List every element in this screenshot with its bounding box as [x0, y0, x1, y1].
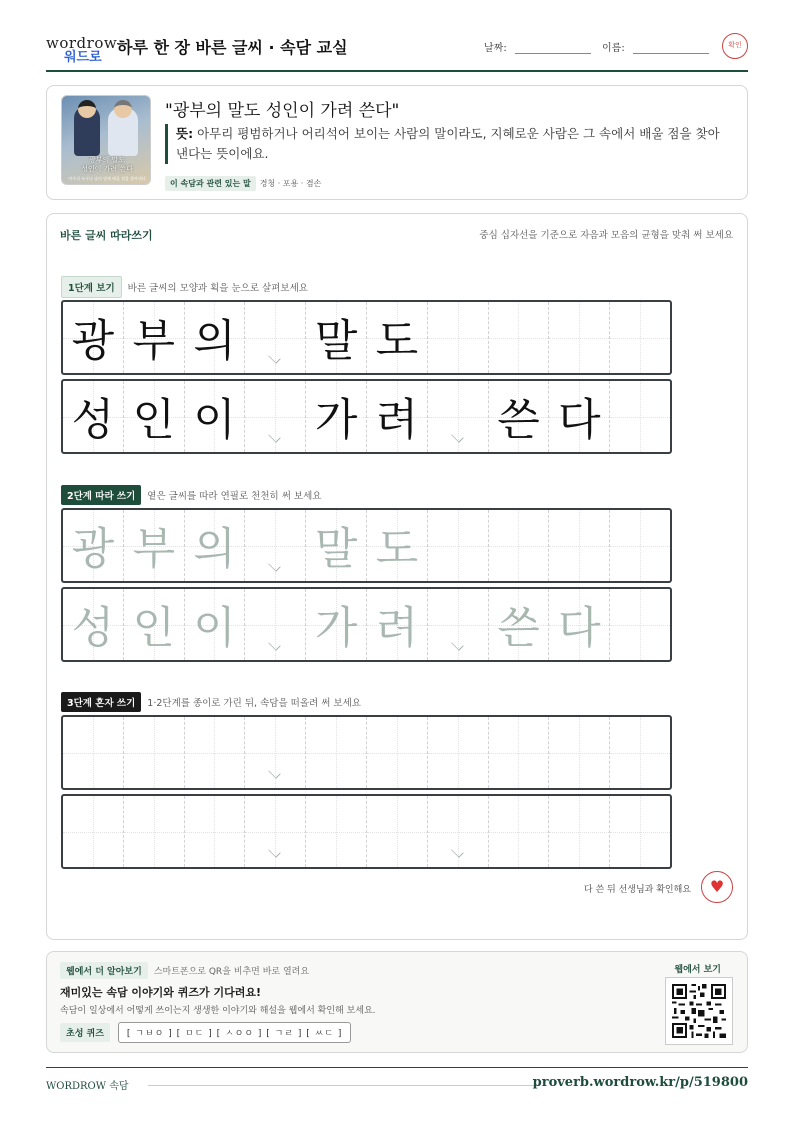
grid-cell[interactable]: [428, 717, 489, 788]
step-1-desc: 바른 글씨의 모양과 획을 눈으로 살펴보세요: [127, 283, 308, 294]
related-words: [165, 176, 321, 191]
web-description: 속담이 일상에서 어떻게 쓰이는지 생생한 이야기와 해설을 웹에서 확인해 보세요.: [60, 1006, 376, 1016]
step-1-badge: 1단계 보기: [61, 276, 122, 298]
grid-cell[interactable]: [185, 796, 246, 867]
web-tag-hint: 스마트폰으로 QR을 비추면 바로 열려요: [153, 967, 310, 977]
grid-cell: [124, 302, 185, 373]
grid-cell[interactable]: [63, 717, 124, 788]
model-character: 인: [132, 394, 175, 446]
grid-cell[interactable]: [428, 796, 489, 867]
grid-cell[interactable]: [245, 589, 306, 660]
proverb-meaning: [165, 124, 727, 164]
grid-cell: [306, 302, 367, 373]
trace-character: 말: [314, 523, 358, 575]
grid-cell[interactable]: [185, 589, 246, 660]
page-header: [46, 30, 748, 72]
praise-stamp-icon: [701, 871, 733, 903]
grid-cell[interactable]: [367, 510, 428, 581]
meaning-text: 아무리 평범하거나 어리석어 보이는 사람의 말이라도, 지혜로운 사람은 그 속에서 배울 점을 찾아낸다는 뜻이에요.: [176, 126, 720, 161]
trace-character: 의: [193, 523, 236, 575]
grid-cell[interactable]: [306, 510, 367, 581]
model-character: 려: [375, 394, 419, 446]
grid-cell: [367, 302, 428, 373]
trace-character: 부: [132, 523, 175, 575]
grid-cell: [185, 302, 246, 373]
grid-cell[interactable]: [549, 510, 610, 581]
space-mark-icon: [451, 638, 463, 650]
quiz-box: [ ㄱㅂㅇ ] [ ㅁㄷ ] [ ㅅㅇㅇ ] [ ㄱㄹ ] [ ㅆㄷ ]: [118, 1022, 352, 1043]
name-label: 이름:: [602, 43, 625, 54]
grid-cell: [306, 381, 367, 452]
trace-character: 다: [558, 602, 601, 654]
practice-hint: 중심 십자선을 기준으로 자음과 모음의 균형을 맞춰 써 보세요: [479, 230, 733, 241]
trace-character: 가: [314, 602, 358, 654]
grid-cell[interactable]: [306, 796, 367, 867]
step-3-badge: 3단계 혼자 쓰기: [61, 692, 141, 712]
model-character: 가: [314, 394, 358, 446]
space-mark-icon: [269, 351, 281, 363]
grid-cell: [63, 302, 124, 373]
grid-cell[interactable]: [610, 589, 670, 660]
grid-cell[interactable]: [549, 717, 610, 788]
name-blank: [633, 44, 709, 54]
step-3-desc: 1·2단계를 종이로 가린 뒤, 속담을 떠올려 써 보세요: [147, 698, 361, 709]
grid-cell[interactable]: [63, 589, 124, 660]
grid-cell: [245, 381, 306, 452]
space-mark-icon: [451, 430, 463, 442]
grid-cell[interactable]: [306, 717, 367, 788]
grid-cell[interactable]: [610, 510, 670, 581]
space-mark-icon: [269, 845, 281, 857]
footer-divider: [148, 1085, 538, 1086]
initial-quiz: [60, 1022, 351, 1043]
grid-cell: [124, 381, 185, 452]
step-2-badge: 2단계 따라 쓰기: [61, 485, 141, 505]
grid-cell[interactable]: [367, 717, 428, 788]
grid-cell: [489, 302, 550, 373]
space-mark-icon: [451, 845, 463, 857]
grid-cell[interactable]: [185, 510, 246, 581]
step-2-header: [61, 485, 321, 505]
grid-step3-line2[interactable]: [61, 794, 672, 869]
web-card: [46, 951, 748, 1053]
date-label: 날짜:: [484, 43, 507, 54]
space-mark-icon: [269, 638, 281, 650]
grid-cell[interactable]: [428, 510, 489, 581]
grid-cell[interactable]: [245, 717, 306, 788]
grid-cell[interactable]: [489, 510, 550, 581]
web-tag-row: [60, 962, 309, 979]
grid-step3-line1[interactable]: [61, 715, 672, 790]
grid-cell[interactable]: [489, 796, 550, 867]
step-2-desc: 옅은 글씨를 따라 연필로 천천히 써 보세요: [147, 491, 322, 502]
space-mark-icon: [269, 766, 281, 778]
space-mark-icon: [269, 430, 281, 442]
wordrow-logo-korean: 워드로: [64, 50, 102, 65]
trace-character: 도: [375, 523, 419, 575]
grid-cell[interactable]: [549, 796, 610, 867]
check-stamp-icon: 확인: [722, 33, 748, 59]
grid-cell[interactable]: [549, 589, 610, 660]
proverb-title: "광부의 말도 성인이 가려 쓴다": [165, 101, 400, 121]
model-character: 쓴: [497, 394, 540, 446]
date-blank: [515, 44, 591, 54]
web-tag: 웹에서 더 알아보기: [60, 962, 148, 979]
grid-cell[interactable]: [245, 510, 306, 581]
footer-url[interactable]: proverb.wordrow.kr/p/519800: [532, 1075, 748, 1090]
web-headline: 재미있는 속담 이야기와 퀴즈가 기다려요!: [60, 986, 261, 999]
trace-character: 려: [375, 602, 419, 654]
grid-cell: [428, 302, 489, 373]
trace-character: 이: [193, 602, 236, 654]
page-footer: [46, 1067, 748, 1092]
check-note: 다 쓴 뒤 선생님과 확인해요: [583, 885, 691, 895]
trace-character: 성: [71, 602, 115, 654]
trace-character: 인: [132, 602, 175, 654]
grid-cell[interactable]: [185, 717, 246, 788]
proverb-illustration: [61, 95, 151, 185]
grid-cell: [245, 302, 306, 373]
qr-code-icon[interactable]: [665, 977, 733, 1045]
name-field: [602, 39, 709, 54]
heart-icon: ♥: [709, 877, 725, 896]
illustration-subcaption: 아무리 누구나 남의 말에 배울 점을 찾아낸다: [68, 176, 146, 181]
grid-step2-line2[interactable]: [61, 587, 672, 662]
grid-cell[interactable]: [367, 589, 428, 660]
illustration-head-elder: [114, 100, 132, 118]
illustration-caption: 광부의 말도 성인이 가려 쓴다: [81, 156, 133, 173]
model-character: 부: [132, 315, 175, 367]
grid-cell: [63, 381, 124, 452]
date-field: [484, 39, 591, 54]
qr-label: 웹에서 보기: [674, 965, 721, 975]
practice-title: 바른 글씨 따라쓰기: [60, 229, 153, 242]
quiz-label: 초성 퀴즈: [60, 1023, 110, 1042]
wordrow-logo: wordrow: [46, 34, 118, 52]
grid-cell[interactable]: [245, 796, 306, 867]
grid-cell[interactable]: [489, 589, 550, 660]
trace-character: 광: [71, 523, 115, 575]
model-character: 의: [193, 315, 236, 367]
meaning-label: 뜻:: [176, 126, 194, 141]
trace-character: 쓴: [497, 602, 540, 654]
grid-cell[interactable]: [610, 717, 670, 788]
illustration-head-young: [78, 100, 96, 118]
grid-step1-line2: [61, 379, 672, 454]
model-character: 성: [71, 394, 115, 446]
related-label: 이 속담과 관련 있는 말: [165, 176, 256, 191]
grid-cell: [610, 381, 670, 452]
model-character: 도: [375, 315, 419, 367]
grid-cell[interactable]: [63, 796, 124, 867]
model-character: 말: [314, 315, 358, 367]
grid-cell: [185, 381, 246, 452]
grid-cell[interactable]: [306, 589, 367, 660]
grid-cell[interactable]: [428, 589, 489, 660]
footer-brand: WORDROW 속담: [46, 1081, 129, 1092]
model-character: 다: [558, 394, 601, 446]
grid-cell: [489, 381, 550, 452]
grid-cell[interactable]: [63, 510, 124, 581]
grid-cell[interactable]: [367, 796, 428, 867]
grid-cell: [367, 381, 428, 452]
model-character: 이: [193, 394, 236, 446]
grid-cell[interactable]: [124, 717, 185, 788]
step-1-header: [61, 276, 308, 298]
grid-cell: [428, 381, 489, 452]
grid-cell[interactable]: [489, 717, 550, 788]
related-list: 경청 · 포용 · 겸손: [259, 179, 322, 188]
grid-cell[interactable]: [124, 796, 185, 867]
grid-cell[interactable]: [124, 589, 185, 660]
proverb-card: [46, 85, 748, 200]
qr-code-graphic: [672, 984, 726, 1038]
grid-step1-line1: [61, 300, 672, 375]
practice-card: [46, 213, 748, 940]
grid-cell[interactable]: [124, 510, 185, 581]
step-3-header: [61, 692, 361, 712]
grid-cell: [549, 302, 610, 373]
grid-step2-line1[interactable]: [61, 508, 672, 583]
grid-cell: [549, 381, 610, 452]
grid-cell: [610, 302, 670, 373]
model-character: 광: [71, 315, 115, 367]
space-mark-icon: [269, 559, 281, 571]
grid-cell[interactable]: [610, 796, 670, 867]
worksheet-title: 하루 한 장 바른 글씨 · 속담 교실: [117, 38, 348, 57]
